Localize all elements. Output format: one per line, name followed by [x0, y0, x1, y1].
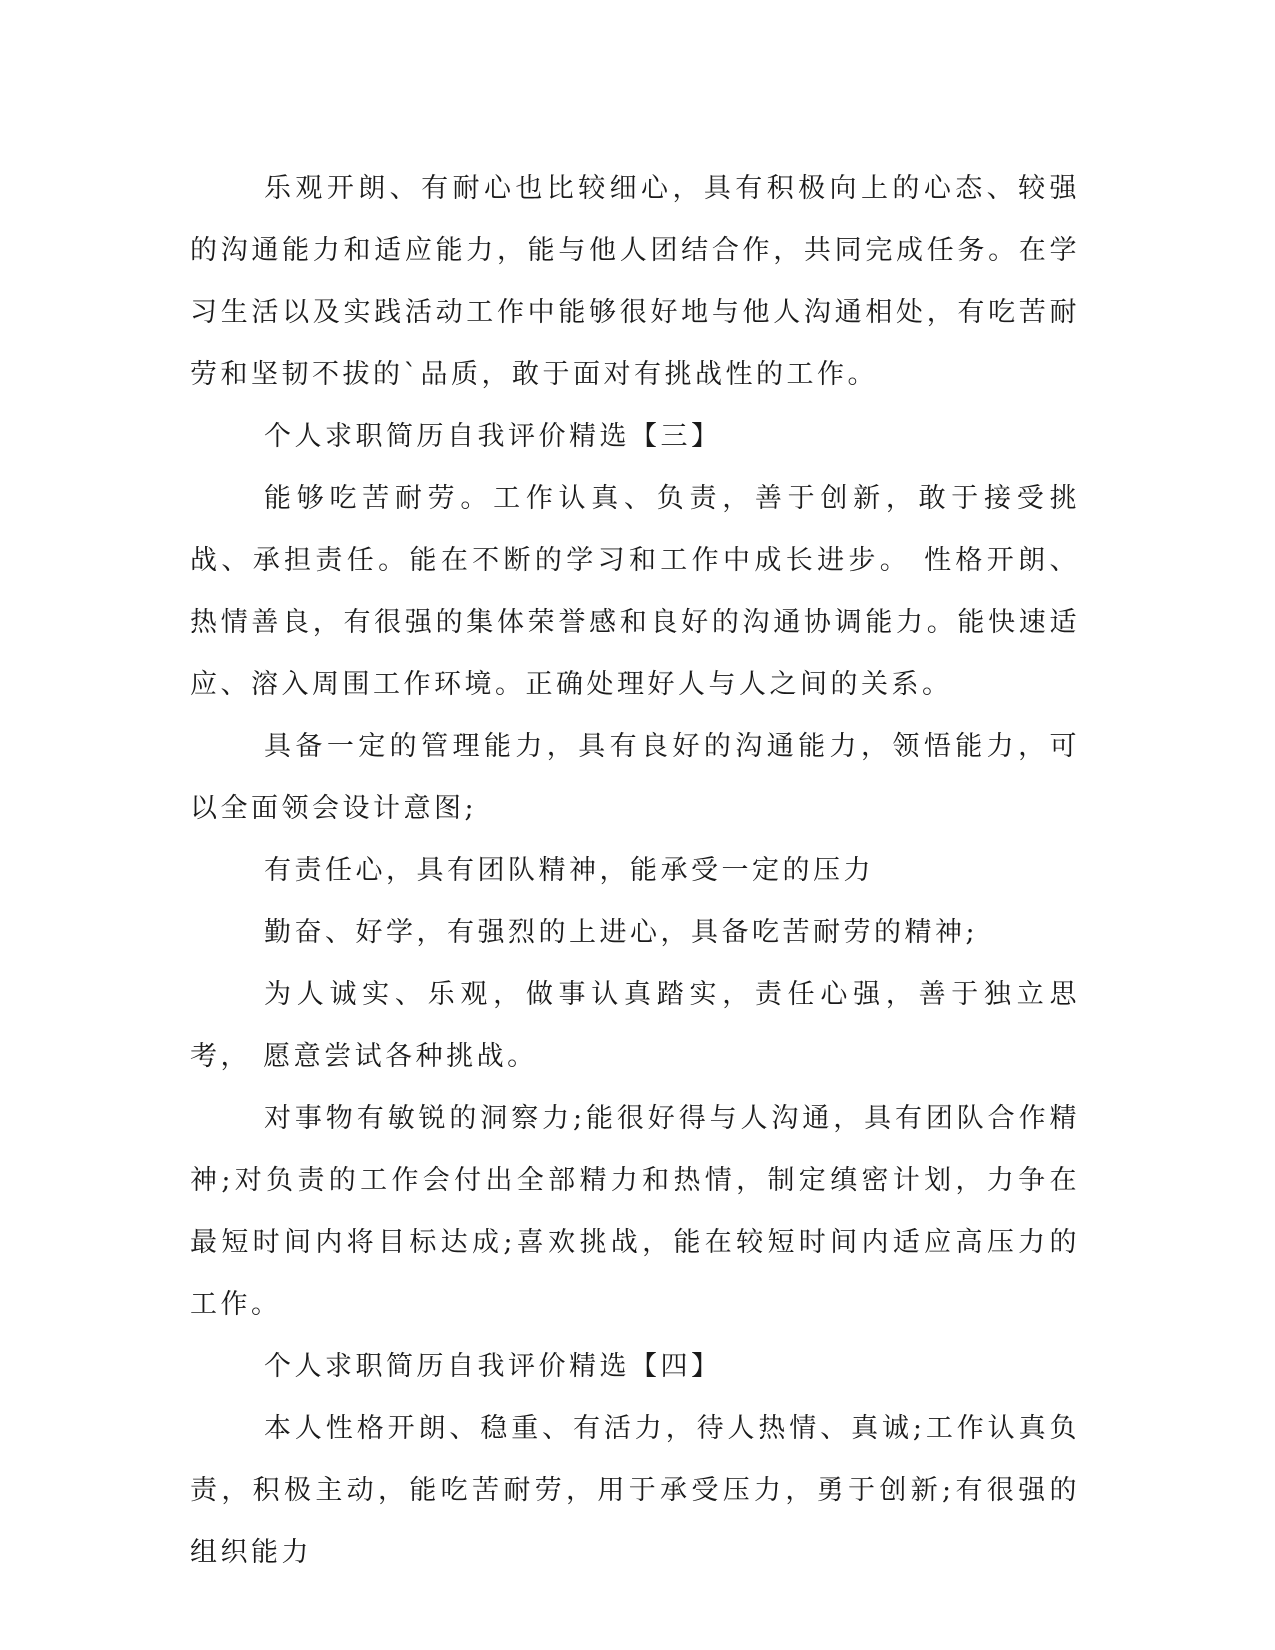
paragraph: 为人诚实、乐观，做事认真踏实，责任心强，善于独立思考， 愿意尝试各种挑战。: [190, 979, 1080, 1072]
paragraph: 本人性格开朗、稳重、有活力，待人热情、真诚;工作认真负责，积极主动，能吃苦耐劳，用于承受压力，勇于创新;有很强的组织能力: [190, 1413, 1080, 1568]
paragraph: 具备一定的管理能力，具有良好的沟通能力，领悟能力，可以全面领会设计意图;: [190, 731, 1080, 824]
paragraph: 勤奋、好学，有强烈的上进心，具备吃苦耐劳的精神;: [264, 917, 979, 948]
paragraph-intro: 乐观开朗、有耐心也比较细心，具有积极向上的心态、较强的沟通能力和适应能力，能与他人团结合作，共同完成任务。在学习生活以及实践活动工作中能够很好地与他人沟通相处，有吃苦耐劳和坚韧不拔的`品质，敢于面对有挑战性的工作。: [190, 173, 1080, 390]
paragraph: 对事物有敏锐的洞察力;能很好得与人沟通，具有团队合作精神;对负责的工作会付出全部精力和热情，制定缜密计划，力争在最短时间内将目标达成;喜欢挑战，能在较短时间内适应高压力的工作。: [190, 1103, 1080, 1320]
paragraph: 有责任心，具有团队精神，能承受一定的压力: [264, 855, 874, 886]
document-body: [190, 158, 1080, 1584]
paragraph: 能够吃苦耐劳。工作认真、负责，善于创新，敢于接受挑战、承担责任。能在不断的学习和工作中成长进步。 性格开朗、热情善良，有很强的集体荣誉感和良好的沟通协调能力。能快速适应、溶入周围工作环境。正确处理好人与人之间的关系。: [190, 483, 1080, 700]
section-heading-3: 个人求职简历自我评价精选【三】: [264, 421, 722, 452]
section-heading-4: 个人求职简历自我评价精选【四】: [264, 1351, 722, 1382]
